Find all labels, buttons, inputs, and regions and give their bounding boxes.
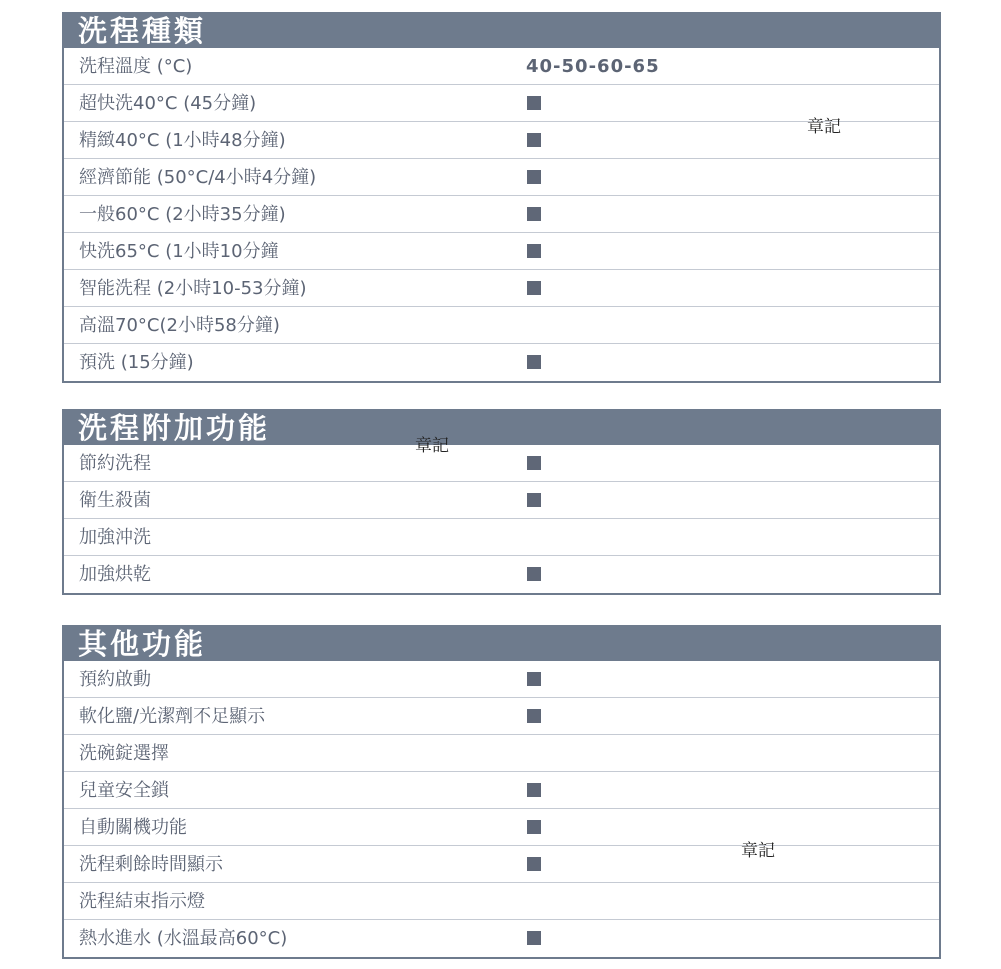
check-mark-icon [527, 493, 541, 507]
table-row [64, 233, 939, 270]
section-title: 洗程附加功能 [64, 411, 939, 445]
table-row [64, 846, 939, 883]
row-label: 快洗65°C (1小時10分鐘 [79, 241, 279, 262]
check-mark-icon [527, 133, 541, 147]
check-mark-icon [527, 207, 541, 221]
table-row [64, 772, 939, 809]
table-row [64, 698, 939, 735]
section-wash-programs [62, 12, 941, 383]
table-row [64, 809, 939, 846]
check-mark-icon [527, 281, 541, 295]
row-label: 熱水進水 (水溫最高60°C) [79, 928, 288, 949]
section-other-functions [62, 625, 941, 959]
row-label: 衛生殺菌 [79, 490, 151, 511]
row-label: 精緻40°C (1小時48分鐘) [79, 130, 286, 151]
section-title: 洗程種類 [64, 14, 939, 48]
row-label: 洗程結束指示燈 [79, 891, 205, 912]
check-mark-icon [527, 820, 541, 834]
row-label: 洗碗錠選擇 [79, 743, 169, 764]
row-label: 預洗 (15分鐘) [79, 352, 194, 373]
row-label: 洗程剩餘時間顯示 [79, 854, 223, 875]
check-mark-icon [527, 931, 541, 945]
row-label: 智能洗程 (2小時10-53分鐘) [79, 278, 307, 299]
check-mark-icon [527, 456, 541, 470]
row-value: 40-50-60-65 [526, 56, 660, 77]
check-mark-icon [527, 355, 541, 369]
table-row [64, 519, 939, 556]
table-row [64, 270, 939, 307]
row-label: 經濟節能 (50°C/4小時4分鐘) [79, 167, 317, 188]
row-label: 軟化鹽/光潔劑不足顯示 [79, 706, 266, 727]
row-label: 超快洗40°C (45分鐘) [79, 93, 257, 114]
row-label: 加強沖洗 [79, 527, 151, 548]
check-mark-icon [527, 96, 541, 110]
table-row [64, 48, 939, 85]
stamp-text: 章記 [741, 841, 775, 861]
table-row [64, 159, 939, 196]
table-row [64, 883, 939, 920]
check-mark-icon [527, 783, 541, 797]
check-mark-icon [527, 709, 541, 723]
check-mark-icon [527, 672, 541, 686]
stamp-text: 章記 [807, 117, 841, 137]
row-label: 自動關機功能 [79, 817, 187, 838]
section-title: 其他功能 [64, 627, 939, 661]
section-extra-functions [62, 409, 941, 595]
row-label: 洗程溫度 (°C) [79, 56, 193, 77]
row-label: 加強烘乾 [79, 564, 151, 585]
row-label: 高溫70°C(2小時58分鐘) [79, 315, 280, 336]
row-label: 節約洗程 [79, 453, 151, 474]
row-label: 兒童安全鎖 [79, 780, 169, 801]
row-label: 預約啟動 [79, 669, 151, 690]
table-row [64, 920, 939, 957]
table-row [64, 661, 939, 698]
check-mark-icon [527, 170, 541, 184]
table-row [64, 735, 939, 772]
table-row [64, 556, 939, 593]
table-row [64, 344, 939, 381]
table-row [64, 445, 939, 482]
check-mark-icon [527, 857, 541, 871]
row-label: 一般60°C (2小時35分鐘) [79, 204, 286, 225]
check-mark-icon [527, 244, 541, 258]
check-mark-icon [527, 567, 541, 581]
stamp-text: 章記 [415, 436, 449, 456]
table-row [64, 307, 939, 344]
table-row [64, 482, 939, 519]
table-row [64, 196, 939, 233]
